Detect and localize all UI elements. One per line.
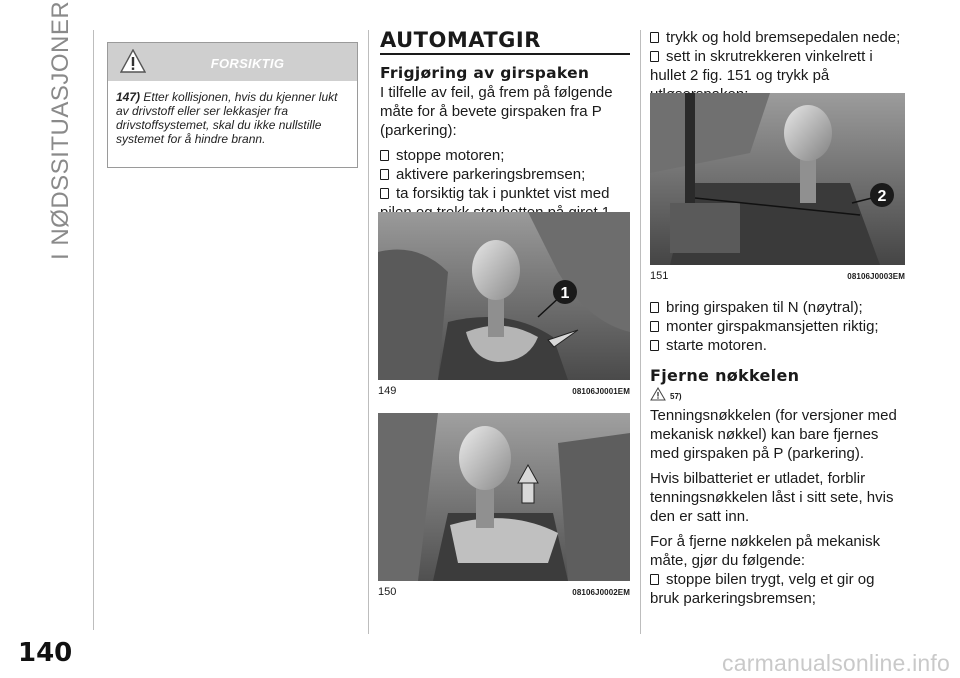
column-divider xyxy=(640,30,641,634)
key-paragraph-1: Tenningsnøkkelen (for versjoner med mekanisk nøkkel) kan bare fjernes med girspaken på P (parkering). xyxy=(650,407,897,462)
warning-box xyxy=(107,42,358,168)
callout-1: 1 xyxy=(560,285,570,302)
warning-body: Etter kollisjonen, hvis du kjenner lukt av drivstoff eller ser lekkasjer fra drivstoffsystemet, skal du ikke nullstille systemet for å hindre brann. xyxy=(116,90,338,146)
step-item: trykk og hold bremsepedalen nede; xyxy=(650,28,906,47)
checkbox-bullet-icon xyxy=(380,188,389,199)
warning-ref: 147) xyxy=(116,90,141,104)
figure-code: 08106J0001EM xyxy=(572,387,630,396)
gear-lever-photo-151 xyxy=(650,93,905,265)
checkbox-bullet-icon xyxy=(380,169,389,180)
column-divider xyxy=(368,30,369,634)
column-main xyxy=(380,28,630,241)
figure-code: 08106J0002EM xyxy=(572,588,630,597)
checkbox-bullet-icon xyxy=(650,51,659,62)
figure-number: 150 xyxy=(378,586,397,598)
checkbox-bullet-icon xyxy=(650,302,659,313)
step-item: bring girspaken til N (nøytral); xyxy=(650,298,906,317)
step-item: sett in skrutrekkeren vinkelrett i hullet 2 fig. 151 og trykk på xyxy=(650,48,873,84)
warning-header xyxy=(108,43,357,81)
key-section-title: Fjerne nøkkelen xyxy=(650,366,800,385)
warning-title: FORSIKTIG xyxy=(210,56,285,71)
page-number: 140 xyxy=(18,638,73,668)
step-item: stoppe bilen trygt, velg et gir og bruk parkeringsbremsen; xyxy=(650,571,875,607)
caution-hand-icon xyxy=(650,387,666,401)
step-item: starte motoren. xyxy=(650,336,906,355)
figure-code: 08106J0003EM xyxy=(847,272,905,281)
side-section-title: I NØDSSITUASJONER xyxy=(47,0,74,260)
step-item: stoppe motoren; xyxy=(380,146,630,165)
figure-number: 151 xyxy=(650,270,669,282)
checkbox-bullet-icon xyxy=(380,150,389,161)
callout-2: 2 xyxy=(877,188,887,205)
warning-text xyxy=(108,81,357,146)
figure-149 xyxy=(378,212,630,397)
key-paragraph-3: For å fjerne nøkkelen på mekanisk måte, gjør du følgende: xyxy=(650,533,881,569)
watermark: carmanualsonline.info xyxy=(722,650,950,676)
step-item: monter girspakmansjetten riktig; xyxy=(650,317,906,336)
step-item: aktivere parkeringsbremsen; xyxy=(380,165,630,184)
step-item: ta forsiktig tak i punktet vist med xyxy=(380,184,630,241)
figure-151 xyxy=(650,93,905,282)
section-title: AUTOMATGIR xyxy=(380,28,630,55)
gear-lever-photo-149 xyxy=(378,212,630,380)
column-right-lower xyxy=(650,298,906,608)
section-subtitle: Frigjøring av girspaken xyxy=(380,64,590,82)
checkbox-bullet-icon xyxy=(650,321,659,332)
figure-number: 149 xyxy=(378,385,397,397)
checkbox-bullet-icon xyxy=(650,340,659,351)
key-ref xyxy=(650,385,906,401)
key-paragraph-2: Hvis bilbatteriet er utladet, forblir tenningsnøkkelen låst i sitt sete, hvis den er satt inn. xyxy=(650,470,894,525)
intro-paragraph: I tilfelle av feil, gå frem på følgende måte for å bevete girspaken fra P (parkering): xyxy=(380,84,613,139)
figure-150 xyxy=(378,413,630,598)
checkbox-bullet-icon xyxy=(650,32,659,43)
side-divider xyxy=(93,30,94,630)
key-ref-number: 57) xyxy=(670,392,682,401)
gear-lever-photo-150 xyxy=(378,413,630,581)
checkbox-bullet-icon xyxy=(650,574,659,585)
